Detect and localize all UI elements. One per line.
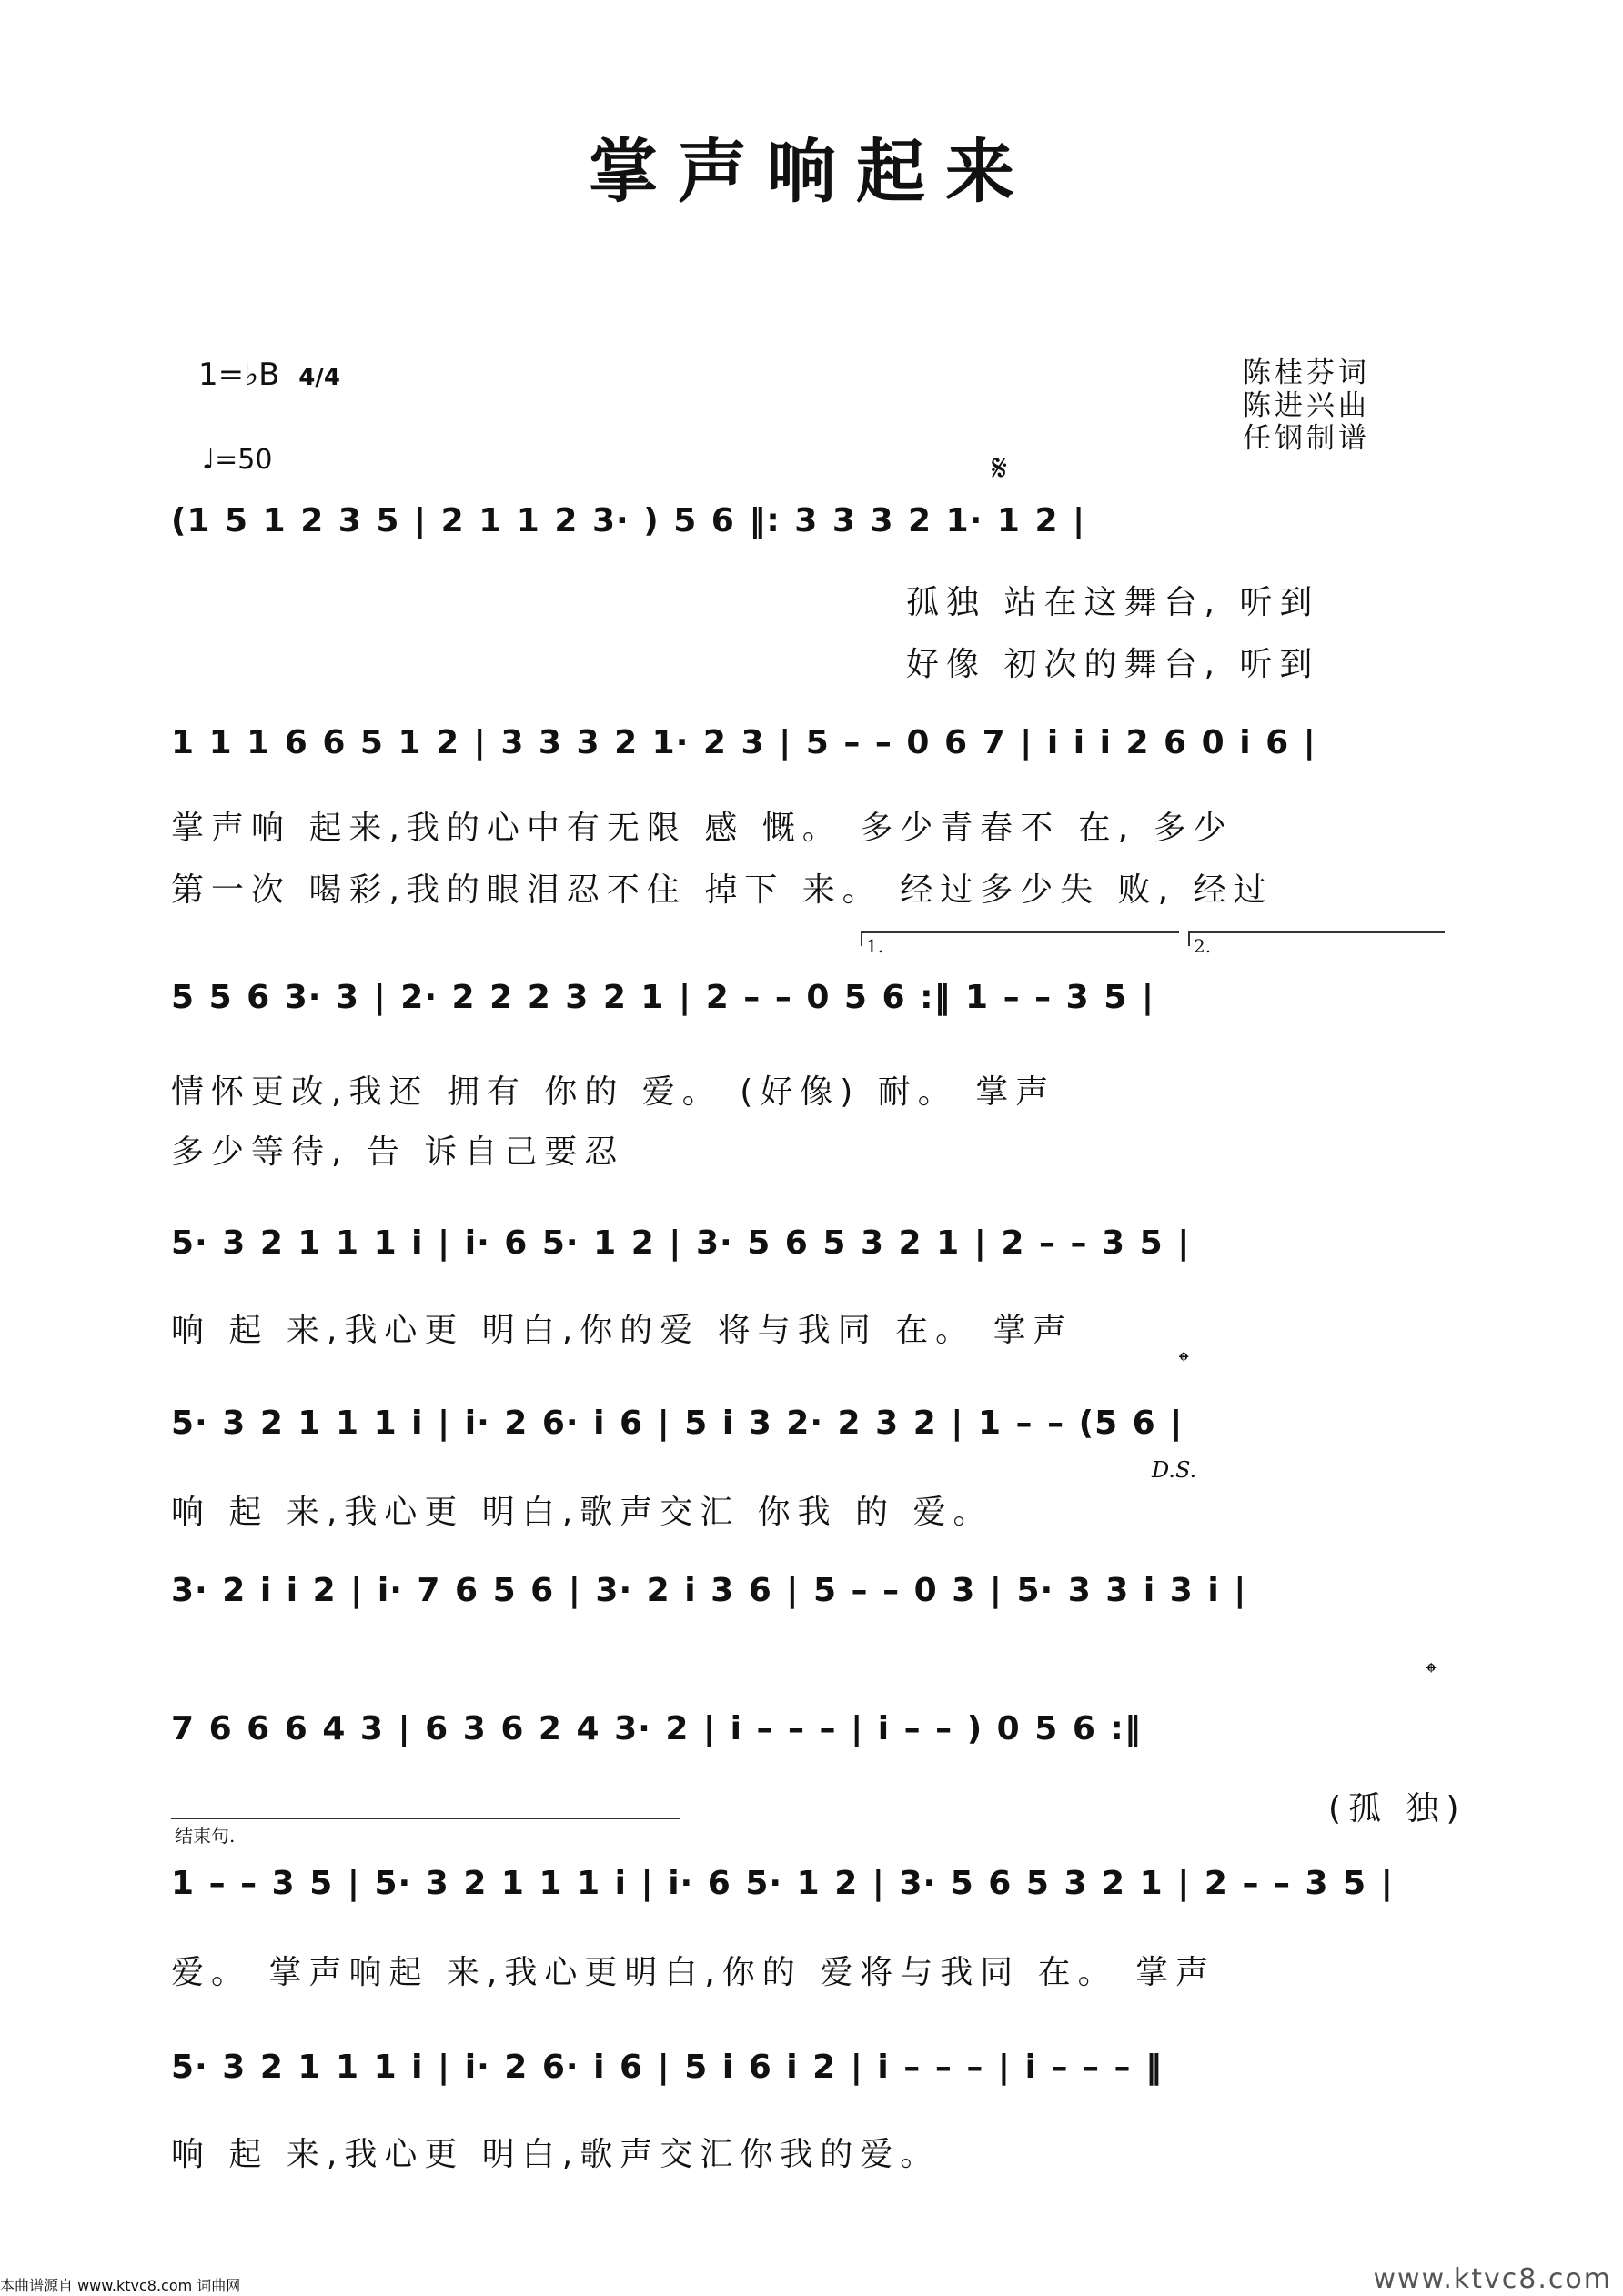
page-title: 掌声响起来 (589, 131, 1034, 212)
lyrics-row-7: (孤 独) (1328, 1790, 1467, 1828)
score-row-1: (1 5 1 2 3 5 | 2 1 1 2 3· ) 5 6 ‖: 3 3 3 2 1· 1 2 | (171, 502, 1086, 539)
ds-marking: D.S. (1152, 1457, 1197, 1483)
footer-source: 本曲谱源自 www.ktvc8.com 词曲网 (0, 2277, 241, 2294)
footer-watermark: www.ktvc8.com (1373, 2263, 1612, 2295)
lyrics-row-8: 爱。 掌声响起 来,我心更明白,你的 爱将与我同 在。 掌声 (171, 1954, 1216, 1991)
score-row-9: 5· 3 2 1 1 1 i | i· 2 6· i 6 | 5 i 6 i 2 | i – – – | i – – – ‖ (171, 2049, 1164, 2086)
coda-sign-2: 𝄌 (1426, 1657, 1437, 1689)
time-signature: 4/4 (298, 364, 340, 391)
score-row-6: 3· 2 i i 2 | i· 7 6 5 6 | 3· 2 i 3 6 | 5 – – 0 3 | 5· 3 3 i 3 i | (171, 1572, 1247, 1609)
credits (1243, 357, 1370, 455)
first-ending-bracket (861, 931, 1179, 946)
lyrics-row-3-verse-2: 多少等待, 告 诉自己要忍 (171, 1133, 625, 1171)
second-ending-label: 2. (1194, 935, 1212, 957)
second-ending-bracket (1188, 931, 1445, 946)
lyrics-row-3-verse-1: 情怀更改,我还 拥有 你的 爱。 (好像) 耐。 掌声 (171, 1073, 1056, 1111)
key-time-signature (198, 357, 340, 393)
end-phrase-bracket (171, 1818, 680, 1819)
composer: 陈进兴曲 (1243, 389, 1370, 422)
coda-sign: 𝄌 (1179, 1346, 1189, 1378)
lyrics-row-4: 响 起 来,我心更 明白,你的爱 将与我同 在。 掌声 (171, 1312, 1074, 1349)
lyrics-row-2-verse-2: 第一次 喝彩,我的眼泪忍不住 掉下 来。 经过多少失 败, 经过 (171, 871, 1274, 909)
score-row-2: 1 1 1 6 6 5 1 2 | 3 3 3 2 1· 2 3 | 5 – – 0 6 7 | i i i 2 6 0 i 6 | (171, 724, 1316, 761)
lyrics-row-1-verse-1: 孤独 站在这舞台, 听到 (906, 584, 1320, 621)
lyrics-row-5: 响 起 来,我心更 明白,歌声交汇 你我 的 爱。 (171, 1494, 993, 1531)
key-signature: 1=♭B (198, 357, 280, 393)
score-row-3: 5 5 6 3· 3 | 2· 2 2 2 3 2 1 | 2 – – 0 5 6 :‖ 1 – – 3 5 | (171, 979, 1154, 1016)
lyrics-row-9: 响 起 来,我心更 明白,歌声交汇你我的爱。 (171, 2136, 941, 2173)
lyrics-row-2-verse-1: 掌声响 起来,我的心中有无限 感 慨。 多少青春不 在, 多少 (171, 810, 1234, 847)
score-row-7: 7 6 6 6 4 3 | 6 3 6 2 4 3· 2 | i – – – | i – – ) 0 5 6 :‖ (171, 1710, 1142, 1747)
score-row-4: 5· 3 2 1 1 1 i | i· 6 5· 1 2 | 3· 5 6 5 3 2 1 | 2 – – 3 5 | (171, 1224, 1191, 1262)
first-ending-label: 1. (866, 935, 884, 957)
lyricist: 陈桂芬词 (1243, 357, 1370, 389)
end-phrase-label: 结束句. (175, 1825, 236, 1847)
segno-sign: 𝄋 (992, 448, 1008, 489)
lyrics-row-1-verse-2: 好像 初次的舞台, 听到 (906, 646, 1320, 683)
score-row-5: 5· 3 2 1 1 1 i | i· 2 6· i 6 | 5 i 3 2· 2 3 2 | 1 – – (5 6 | (171, 1405, 1184, 1442)
arranger: 任钢制谱 (1243, 422, 1370, 455)
tempo-marking: ♩=50 (202, 444, 273, 476)
score-row-8: 1 – – 3 5 | 5· 3 2 1 1 1 i | i· 6 5· 1 2 | 3· 5 6 5 3 2 1 | 2 – – 3 5 | (171, 1865, 1394, 1902)
